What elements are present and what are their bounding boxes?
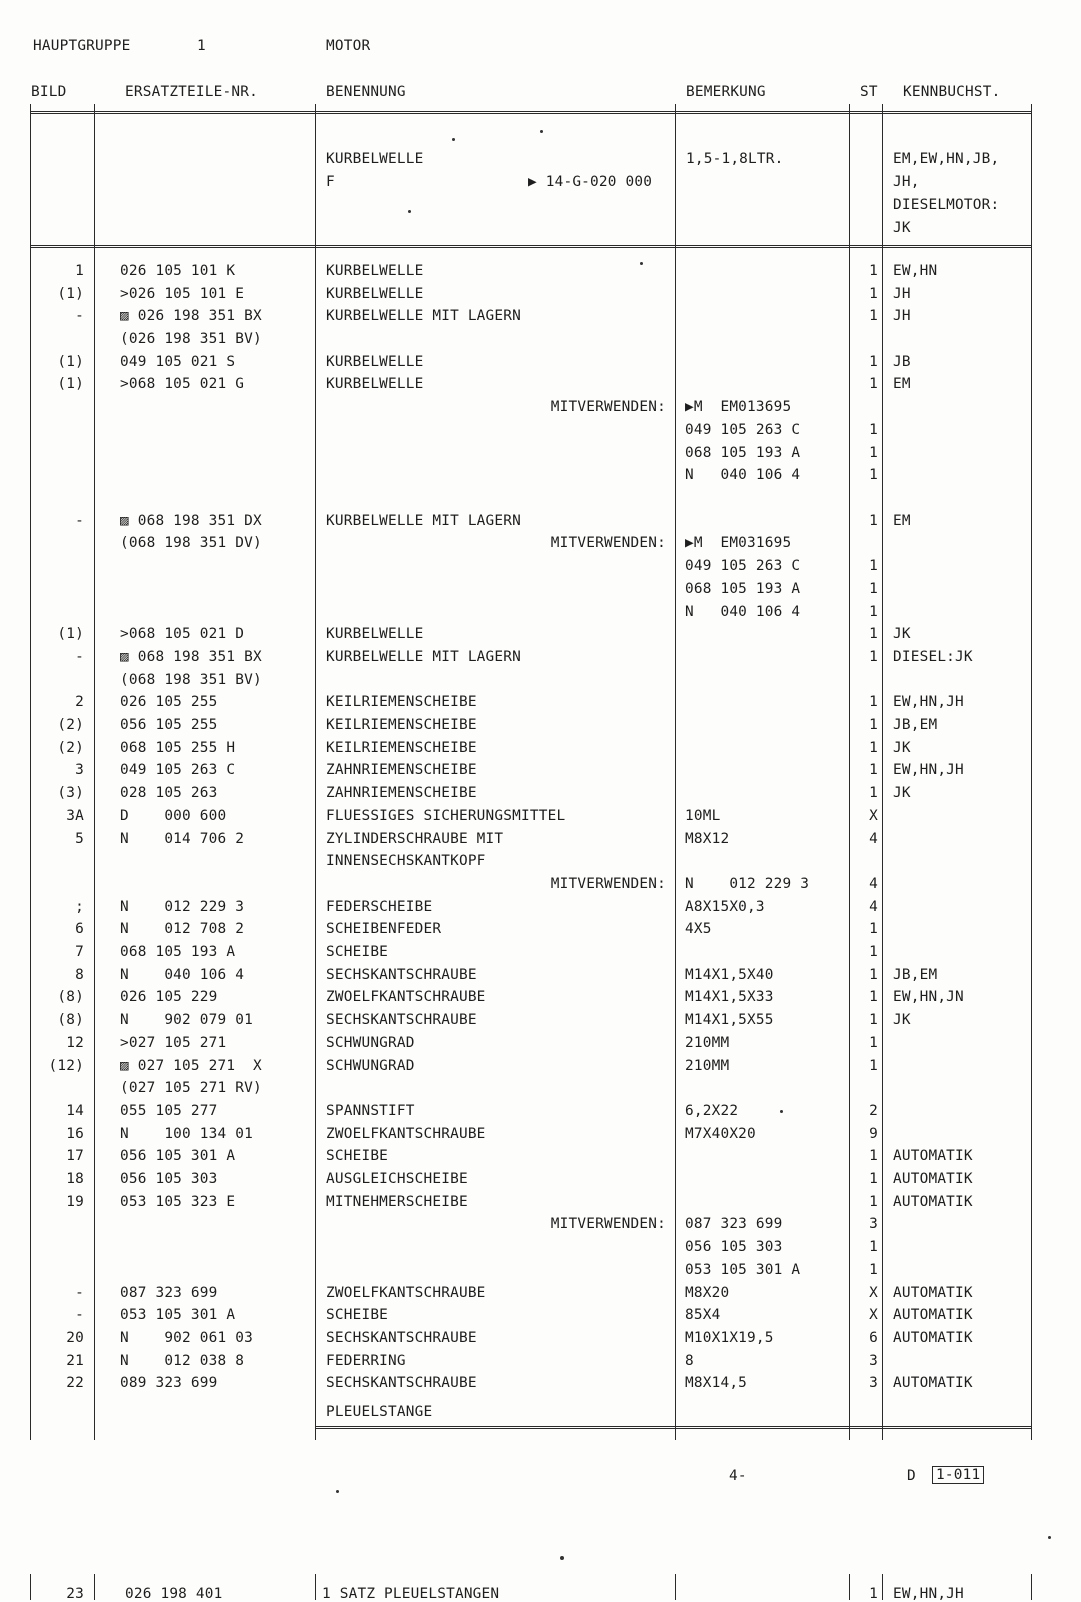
row-nr: N 012 229 3: [120, 899, 245, 915]
row-rem: 068 105 193 A: [685, 581, 801, 597]
row-kb: JB,EM: [893, 967, 938, 983]
col-bemerkung: BEMERKUNG: [686, 84, 766, 100]
row-nr: N 014 706 2: [120, 831, 245, 847]
row-bild: ;: [75, 899, 84, 915]
row-nr: 026 105 255: [120, 694, 218, 710]
group-label: HAUPTGRUPPE: [33, 38, 131, 54]
row-name: KURBELWELLE: [326, 354, 424, 370]
row-rem: 053 105 301 A: [685, 1262, 801, 1278]
row-bild: 20: [66, 1330, 84, 1346]
row-bild: 14: [66, 1103, 84, 1119]
row-kb: DIESEL:JK: [893, 649, 973, 665]
row-nr: N 012 038 8: [120, 1353, 245, 1369]
intro-f-label: F: [326, 174, 335, 190]
row-bild: -: [75, 513, 84, 529]
row-rem: M8X14,5: [685, 1375, 748, 1391]
row-bild: (12): [48, 1058, 84, 1074]
row-bild: 22: [66, 1375, 84, 1391]
row-st: 1: [869, 263, 878, 279]
intro-code-3: DIESELMOTOR:: [893, 197, 1000, 213]
row-kb: EW,HN,JH: [893, 762, 964, 778]
row-nr: 068 105 193 A: [120, 944, 236, 960]
row-kb: JK: [893, 785, 911, 801]
row-bild: -: [75, 1307, 84, 1323]
row-nr: (068 198 351 DV): [120, 535, 262, 551]
row-nr: 087 323 699: [120, 1285, 218, 1301]
row-rem: 10ML: [685, 808, 721, 824]
row-bild: 3A: [66, 808, 84, 824]
row-st: 1: [869, 989, 878, 1005]
next-rule-nr: [315, 1574, 316, 1600]
row-bild: 19: [66, 1194, 84, 1210]
row-st: 1: [869, 785, 878, 801]
intro-title: KURBELWELLE: [326, 151, 424, 167]
row-bild: (2): [57, 740, 84, 756]
row-kb: AUTOMATIK: [893, 1171, 973, 1187]
rule-benennung: [675, 104, 676, 1440]
row-st: 1: [869, 581, 878, 597]
row-rem: 210MM: [685, 1035, 730, 1051]
col-st: ST: [860, 84, 878, 100]
row-kb: EW,HN,JH: [893, 694, 964, 710]
row-name: SECHSKANTSCHRAUBE: [326, 967, 477, 983]
next-rule-left: [30, 1574, 31, 1600]
row-name: SPANNSTIFT: [326, 1103, 415, 1119]
row-name: SCHEIBE: [326, 1307, 389, 1323]
row-rem: ▶M EM013695: [685, 399, 792, 415]
row-st: 1: [869, 1239, 878, 1255]
row-st: 1: [869, 286, 878, 302]
row-kb: AUTOMATIK: [893, 1330, 973, 1346]
next-nr: 026 198 401: [125, 1586, 223, 1602]
row-nr: 026 105 101 K: [120, 263, 236, 279]
next-rule-bemerkung: [849, 1574, 850, 1600]
row-st: 1: [869, 1262, 878, 1278]
row-nr: 068 105 255 H: [120, 740, 236, 756]
row-name: KURBELWELLE MIT LAGERN: [326, 513, 522, 529]
rule-st: [882, 104, 883, 1440]
row-st: 3: [869, 1216, 878, 1232]
scan-speck: [336, 1490, 339, 1493]
group-name: MOTOR: [326, 38, 371, 54]
row-st: X: [869, 1285, 878, 1301]
row-st: 1: [869, 1035, 878, 1051]
row-st: 3: [869, 1375, 878, 1391]
row-st: 1: [869, 1058, 878, 1074]
row-name: SCHWUNGRAD: [326, 1035, 415, 1051]
row-rem: 049 105 263 C: [685, 422, 801, 438]
row-bild: (2): [57, 717, 84, 733]
row-nr: >026 105 101 E: [120, 286, 245, 302]
row-nr: N 040 106 4: [120, 967, 245, 983]
row-st: 1: [869, 649, 878, 665]
col-benennung: BENENNUNG: [326, 84, 406, 100]
row-st: 1: [869, 921, 878, 937]
row-bild: 3: [75, 762, 84, 778]
row-name: KURBELWELLE: [326, 286, 424, 302]
row-st: 1: [869, 467, 878, 483]
row-rem: 210MM: [685, 1058, 730, 1074]
row-st: 1: [869, 717, 878, 733]
scan-speck: [452, 138, 455, 141]
col-kennbuchst: KENNBUCHST.: [903, 84, 1001, 100]
row-name: KURBELWELLE: [326, 263, 424, 279]
row-bild: -: [75, 649, 84, 665]
row-st: X: [869, 1307, 878, 1323]
row-bild: (1): [57, 626, 84, 642]
row-bild: (3): [57, 785, 84, 801]
row-kb: AUTOMATIK: [893, 1307, 973, 1323]
row-bild: (1): [57, 286, 84, 302]
row-kb: EM: [893, 513, 911, 529]
next-kb: EW,HN,JH: [893, 1586, 964, 1602]
row-name: SECHSKANTSCHRAUBE: [326, 1012, 477, 1028]
row-st: 1: [869, 308, 878, 324]
header-rule: [31, 111, 1031, 114]
row-bild: 5: [75, 831, 84, 847]
row-bild: 8: [75, 967, 84, 983]
next-st: 1: [869, 1586, 878, 1602]
row-st: 3: [869, 1353, 878, 1369]
row-name: ZWOELFKANTSCHRAUBE: [326, 989, 486, 1005]
row-nr: >068 105 021 D: [120, 626, 245, 642]
row-nr: 028 105 263: [120, 785, 218, 801]
row-rem: M14X1,5X33: [685, 989, 774, 1005]
row-st: 4: [869, 899, 878, 915]
row-name: FEDERRING: [326, 1353, 406, 1369]
intro-code-1: EM,EW,HN,JB,: [893, 151, 1000, 167]
rule-bemerkung: [849, 104, 850, 1440]
row-bild: 17: [66, 1148, 84, 1164]
row-name: ZWOELFKANTSCHRAUBE: [326, 1126, 486, 1142]
row-kb: EW,HN,JN: [893, 989, 964, 1005]
row-name: KURBELWELLE MIT LAGERN: [326, 649, 522, 665]
row-nr: ▨ 068 198 351 BX: [120, 649, 262, 665]
row-name: MITVERWENDEN:: [550, 1216, 666, 1232]
next-rule-right: [1031, 1574, 1032, 1600]
row-st: 1: [869, 1194, 878, 1210]
closing-title: PLEUELSTANGE: [326, 1404, 433, 1420]
row-name: FLUESSIGES SICHERUNGSMITTEL: [326, 808, 566, 824]
row-kb: JK: [893, 626, 911, 642]
row-rem: N 040 106 4: [685, 467, 801, 483]
row-bild: 1: [75, 263, 84, 279]
row-kb: AUTOMATIK: [893, 1148, 973, 1164]
row-st: 1: [869, 740, 878, 756]
row-nr: >027 105 271: [120, 1035, 227, 1051]
intro-f-ref: ▶ 14-G-020 000: [528, 174, 653, 190]
footer-code: 1-011: [932, 1466, 984, 1484]
row-rem: M14X1,5X40: [685, 967, 774, 983]
row-kb: JH: [893, 286, 911, 302]
row-rem: N 040 106 4: [685, 604, 801, 620]
row-name: KEILRIEMENSCHEIBE: [326, 740, 477, 756]
row-st: 1: [869, 445, 878, 461]
row-rem: 85X4: [685, 1307, 721, 1323]
row-name: SCHEIBE: [326, 944, 389, 960]
col-bild: BILD: [31, 84, 67, 100]
row-rem: N 012 229 3: [685, 876, 810, 892]
row-rem: 6,2X22: [685, 1103, 739, 1119]
row-name: KURBELWELLE: [326, 626, 424, 642]
intro-code-4: JK: [893, 220, 911, 236]
row-nr: (026 198 351 BV): [120, 331, 262, 347]
row-nr: 089 323 699: [120, 1375, 218, 1391]
footer-page: 4-: [729, 1468, 747, 1484]
row-name: KEILRIEMENSCHEIBE: [326, 717, 477, 733]
row-st: 2: [869, 1103, 878, 1119]
row-st: 1: [869, 626, 878, 642]
row-st: 1: [869, 376, 878, 392]
row-nr: ▨ 027 105 271 X: [120, 1058, 262, 1074]
row-name: ZAHNRIEMENSCHEIBE: [326, 785, 477, 801]
scan-speck: [780, 1110, 783, 1113]
row-st: 1: [869, 1171, 878, 1187]
row-name: SCHEIBE: [326, 1148, 389, 1164]
row-bild: -: [75, 1285, 84, 1301]
next-rule-benennung: [675, 1574, 676, 1600]
next-rule-bild: [94, 1574, 95, 1600]
row-name: FEDERSCHEIBE: [326, 899, 433, 915]
row-name: INNENSECHSKANTKOPF: [326, 853, 486, 869]
row-st: 1: [869, 694, 878, 710]
row-bild: 18: [66, 1171, 84, 1187]
row-kb: JB,EM: [893, 717, 938, 733]
next-rule-st: [882, 1574, 883, 1600]
row-bild: -: [75, 308, 84, 324]
row-nr: 026 105 229: [120, 989, 218, 1005]
row-name: KURBELWELLE MIT LAGERN: [326, 308, 522, 324]
scan-speck: [408, 210, 411, 213]
row-rem: 087 323 699: [685, 1216, 783, 1232]
row-st: 1: [869, 1148, 878, 1164]
row-nr: N 012 708 2: [120, 921, 245, 937]
row-nr: 053 105 301 A: [120, 1307, 236, 1323]
row-nr: N 902 061 03: [120, 1330, 253, 1346]
row-name: MITVERWENDEN:: [550, 399, 666, 415]
next-bild: 23: [66, 1586, 84, 1602]
row-bild: 16: [66, 1126, 84, 1142]
row-kb: AUTOMATIK: [893, 1194, 973, 1210]
scan-speck: [560, 1556, 564, 1560]
row-bild: (8): [57, 1012, 84, 1028]
row-st: X: [869, 808, 878, 824]
rule-left: [30, 104, 31, 1440]
row-st: 1: [869, 422, 878, 438]
row-nr: (027 105 271 RV): [120, 1080, 262, 1096]
row-kb: EW,HN: [893, 263, 938, 279]
row-rem: 068 105 193 A: [685, 445, 801, 461]
row-nr: (068 198 351 BV): [120, 672, 262, 688]
row-name: ZYLINDERSCHRAUBE MIT: [326, 831, 504, 847]
row-kb: AUTOMATIK: [893, 1285, 973, 1301]
row-bild: 7: [75, 944, 84, 960]
row-name: KEILRIEMENSCHEIBE: [326, 694, 477, 710]
row-nr: 055 105 277: [120, 1103, 218, 1119]
row-nr: 053 105 323 E: [120, 1194, 236, 1210]
row-name: ZWOELFKANTSCHRAUBE: [326, 1285, 486, 1301]
row-nr: 049 105 263 C: [120, 762, 236, 778]
row-st: 1: [869, 944, 878, 960]
group-number: 1: [197, 38, 206, 54]
row-kb: JB: [893, 354, 911, 370]
row-name: MITNEHMERSCHEIBE: [326, 1194, 468, 1210]
row-bild: (1): [57, 376, 84, 392]
scan-speck: [1048, 1536, 1051, 1539]
row-rem: M10X1X19,5: [685, 1330, 774, 1346]
row-rem: 049 105 263 C: [685, 558, 801, 574]
row-st: 1: [869, 513, 878, 529]
row-name: SECHSKANTSCHRAUBE: [326, 1330, 477, 1346]
col-ersatzteile-nr: ERSATZTEILE-NR.: [125, 84, 258, 100]
row-nr: ▨ 068 198 351 DX: [120, 513, 262, 529]
row-st: 1: [869, 1012, 878, 1028]
row-nr: 049 105 021 S: [120, 354, 236, 370]
row-st: 1: [869, 354, 878, 370]
row-rem: 8: [685, 1353, 694, 1369]
row-nr: >068 105 021 G: [120, 376, 245, 392]
row-nr: ▨ 026 198 351 BX: [120, 308, 262, 324]
row-bild: (8): [57, 989, 84, 1005]
intro-rule: [31, 245, 1031, 248]
row-name: SCHEIBENFEDER: [326, 921, 442, 937]
row-bild: 21: [66, 1353, 84, 1369]
row-kb: AUTOMATIK: [893, 1375, 973, 1391]
row-rem: M14X1,5X55: [685, 1012, 774, 1028]
row-kb: JK: [893, 1012, 911, 1028]
row-st: 4: [869, 831, 878, 847]
row-nr: 056 105 303: [120, 1171, 218, 1187]
row-rem: 4X5: [685, 921, 712, 937]
row-name: ZAHNRIEMENSCHEIBE: [326, 762, 477, 778]
row-bild: (1): [57, 354, 84, 370]
scan-speck: [540, 130, 543, 133]
row-kb: JH: [893, 308, 911, 324]
row-name: AUSGLEICHSCHEIBE: [326, 1171, 468, 1187]
rule-bild: [94, 104, 95, 1440]
row-name: KURBELWELLE: [326, 376, 424, 392]
row-rem: ▶M EM031695: [685, 535, 792, 551]
scan-speck: [640, 262, 643, 265]
row-nr: 056 105 255: [120, 717, 218, 733]
row-name: SCHWUNGRAD: [326, 1058, 415, 1074]
row-nr: N 902 079 01: [120, 1012, 253, 1028]
closing-rule: [315, 1426, 1031, 1429]
row-st: 1: [869, 604, 878, 620]
intro-remark: 1,5-1,8LTR.: [686, 151, 784, 167]
row-st: 1: [869, 967, 878, 983]
row-rem: M7X40X20: [685, 1126, 756, 1142]
row-st: 9: [869, 1126, 878, 1142]
row-name: MITVERWENDEN:: [550, 535, 666, 551]
row-st: 1: [869, 558, 878, 574]
row-rem: 056 105 303: [685, 1239, 783, 1255]
row-nr: 056 105 301 A: [120, 1148, 236, 1164]
row-st: 6: [869, 1330, 878, 1346]
row-rem: A8X15X0,3: [685, 899, 765, 915]
intro-code-2: JH,: [893, 174, 920, 190]
rule-nr: [315, 104, 316, 1440]
row-rem: M8X20: [685, 1285, 730, 1301]
row-bild: 2: [75, 694, 84, 710]
row-kb: JK: [893, 740, 911, 756]
row-st: 4: [869, 876, 878, 892]
row-rem: M8X12: [685, 831, 730, 847]
row-bild: 6: [75, 921, 84, 937]
row-bild: 12: [66, 1035, 84, 1051]
row-kb: EM: [893, 376, 911, 392]
footer-letter: D: [907, 1468, 916, 1484]
row-name: MITVERWENDEN:: [550, 876, 666, 892]
next-name: 1 SATZ PLEUELSTANGEN: [322, 1586, 500, 1602]
rule-right: [1031, 104, 1032, 1440]
row-name: SECHSKANTSCHRAUBE: [326, 1375, 477, 1391]
row-nr: D 000 600: [120, 808, 227, 824]
row-st: 1: [869, 762, 878, 778]
row-nr: N 100 134 01: [120, 1126, 253, 1142]
